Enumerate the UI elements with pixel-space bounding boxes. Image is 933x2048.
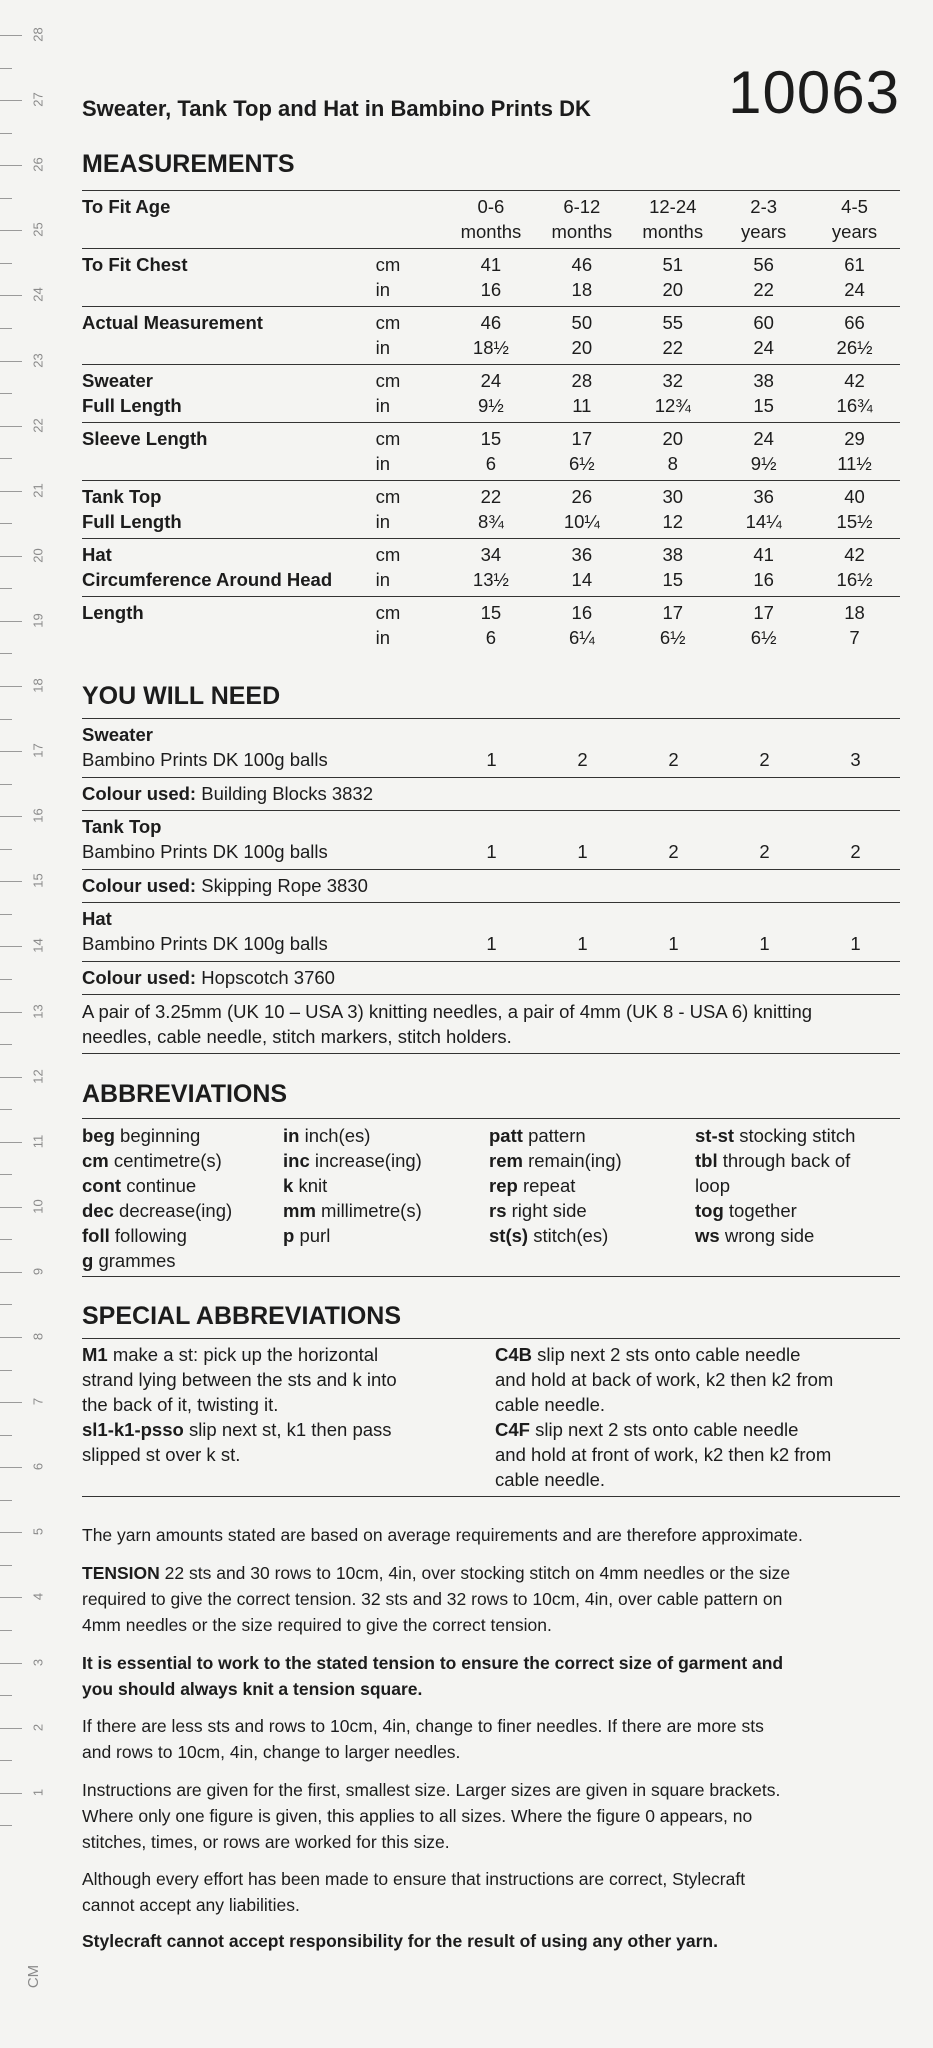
ruler-label: 9 bbox=[30, 1267, 46, 1276]
ruler-major-tick bbox=[0, 1012, 22, 1013]
ruler-unit: CM bbox=[25, 1964, 43, 1989]
ruler-major-tick bbox=[0, 1663, 22, 1664]
ruler-minor-tick bbox=[0, 653, 12, 654]
ruler-major-tick bbox=[0, 1793, 22, 1794]
ruler-label: 7 bbox=[30, 1397, 46, 1406]
ruler-major-tick bbox=[0, 230, 22, 231]
ruler-label: 28 bbox=[30, 27, 46, 42]
ruler-minor-tick bbox=[0, 393, 12, 394]
measurement-row bbox=[82, 249, 900, 307]
abbr-item: in inch(es) bbox=[283, 1125, 371, 1146]
size-value: 51 20 bbox=[627, 249, 718, 307]
ruler-label: 5 bbox=[30, 1528, 46, 1536]
tension-note: TENSION 22 sts and 30 rows to 10cm, 4in, over stocking stitch on 4mm needles or the size required to give the correct tension. 32 sts and 32 rows to 10cm, 4in, over cable pattern on 4mm needles or the size required to give the correct tension. bbox=[82, 1563, 791, 1635]
ruler-label: 13 bbox=[30, 1003, 46, 1019]
abbr-column bbox=[283, 1123, 422, 1248]
ruler-label: 27 bbox=[30, 92, 46, 107]
abbreviations-heading: ABBREVIATIONS bbox=[82, 1080, 288, 1108]
special-abbr-line: C4F slip next 2 sts onto cable needle bbox=[495, 1419, 799, 1440]
abbr-item: rep repeat bbox=[489, 1175, 576, 1196]
ruler-label: 25 bbox=[30, 222, 46, 238]
ruler-label: 4 bbox=[30, 1593, 46, 1601]
ruler-label: 24 bbox=[30, 287, 46, 303]
ruler-major-tick bbox=[0, 1597, 22, 1598]
special-abbr-right bbox=[495, 1342, 833, 1492]
ruler-label: 26 bbox=[30, 157, 46, 172]
abbr-item: tbl through back of bbox=[695, 1150, 851, 1171]
pattern-title: Sweater, Tank Top and Hat in Bambino Prints DK bbox=[82, 96, 591, 121]
ruler-major-tick bbox=[0, 491, 22, 492]
ruler-major-tick bbox=[0, 1337, 22, 1338]
size-value: 20 8 bbox=[627, 423, 718, 481]
abbr-column bbox=[82, 1123, 232, 1273]
ruler-major-tick bbox=[0, 1272, 22, 1273]
row-label: To Fit Chest bbox=[82, 249, 376, 307]
ruler-major-tick bbox=[0, 1077, 22, 1078]
size-value: 66 26½ bbox=[809, 307, 900, 365]
abbr-item: mm millimetre(s) bbox=[283, 1200, 422, 1221]
ruler-label: 20 bbox=[30, 548, 46, 563]
unit-label: cm in bbox=[376, 481, 446, 539]
ruler-major-tick bbox=[0, 361, 22, 362]
ruler-major-tick bbox=[0, 1402, 22, 1403]
ruler-minor-tick bbox=[0, 523, 12, 524]
abbr-item: st(s) stitch(es) bbox=[489, 1225, 609, 1246]
ruler-major-tick bbox=[0, 946, 22, 947]
ruler-label: 8 bbox=[30, 1332, 46, 1341]
abbr-item: beg beginning bbox=[82, 1125, 201, 1146]
size-header: 2-3 years bbox=[718, 191, 809, 249]
abbr-item: cm centimetre(s) bbox=[82, 1150, 222, 1171]
tank-top-colour: Colour used: Skipping Rope 3830 bbox=[82, 875, 368, 896]
ruler-minor-tick bbox=[0, 1760, 12, 1761]
unit-label: cm in bbox=[376, 539, 446, 597]
size-value: 29 11½ bbox=[809, 423, 900, 481]
ruler-major-tick bbox=[0, 1207, 22, 1208]
size-value: 15 6 bbox=[445, 423, 536, 481]
ruler-minor-tick bbox=[0, 914, 12, 915]
size-value: 24 9½ bbox=[445, 365, 536, 423]
row-label: Length bbox=[82, 597, 376, 655]
special-abbr-line: strand lying between the sts and k into bbox=[82, 1369, 397, 1390]
ruler-major-tick bbox=[0, 751, 22, 752]
ruler-major-tick bbox=[0, 621, 22, 622]
abbr-item: dec decrease(ing) bbox=[82, 1200, 233, 1221]
abbr-item: ws wrong side bbox=[695, 1225, 815, 1246]
size-value: 41 16 bbox=[718, 539, 809, 597]
ruler-minor-tick bbox=[0, 1044, 12, 1045]
special-abbr-line: and hold at front of work, k2 then k2 from bbox=[495, 1444, 832, 1465]
unit-label: cm in bbox=[376, 365, 446, 423]
special-abbr-line: cable needle. bbox=[495, 1469, 606, 1490]
size-value: 40 15½ bbox=[809, 481, 900, 539]
measurement-row bbox=[82, 597, 900, 655]
abbr-item: st-st stocking stitch bbox=[695, 1125, 856, 1146]
ruler-minor-tick bbox=[0, 979, 12, 980]
ruler-label: 3 bbox=[30, 1658, 46, 1666]
size-header: 0-6 months bbox=[445, 191, 536, 249]
size-header: 6-12 months bbox=[536, 191, 627, 249]
ruler-label: 19 bbox=[30, 613, 46, 628]
special-abbr-line: slipped st over k st. bbox=[82, 1444, 241, 1465]
measurement-row bbox=[82, 307, 900, 365]
ruler-label: 12 bbox=[30, 1068, 46, 1084]
abbr-column bbox=[489, 1123, 622, 1248]
abbr-item: tog together bbox=[695, 1200, 797, 1221]
size-value: 61 24 bbox=[809, 249, 900, 307]
you-will-need-heading: YOU WILL NEED bbox=[82, 682, 281, 710]
ruler-major-tick bbox=[0, 100, 22, 101]
abbr-item: k knit bbox=[283, 1175, 328, 1196]
size-value: 60 24 bbox=[718, 307, 809, 365]
special-abbr-left bbox=[82, 1342, 397, 1467]
abbr-item: rs right side bbox=[489, 1200, 587, 1221]
row-label: Tank Top Full Length bbox=[82, 481, 376, 539]
ruler-label: 15 bbox=[30, 873, 46, 889]
ruler-minor-tick bbox=[0, 1174, 12, 1175]
size-value: 55 22 bbox=[627, 307, 718, 365]
size-value: 18 7 bbox=[809, 597, 900, 655]
size-header: 12-24 months bbox=[627, 191, 718, 249]
size-value: 30 12 bbox=[627, 481, 718, 539]
measurement-row bbox=[82, 539, 900, 597]
sweater-yarn: Sweater Bambino Prints DK 100g balls 1 2 2 2 3 bbox=[82, 724, 861, 770]
row-label: Actual Measurement bbox=[82, 307, 376, 365]
ruler-minor-tick bbox=[0, 1239, 12, 1240]
ruler-major-tick bbox=[0, 1142, 22, 1143]
size-header: 4-5 years bbox=[809, 191, 900, 249]
row-label: Sweater Full Length bbox=[82, 365, 376, 423]
ruler-label: 14 bbox=[30, 938, 46, 954]
unit-label: cm in bbox=[376, 307, 446, 365]
ruler-minor-tick bbox=[0, 588, 12, 589]
abbr-item: inc increase(ing) bbox=[283, 1150, 422, 1171]
size-value: 26 10¼ bbox=[536, 481, 627, 539]
ruler-major-tick bbox=[0, 816, 22, 817]
ruler-major-tick bbox=[0, 686, 22, 687]
measurements-heading: MEASUREMENTS bbox=[82, 150, 295, 178]
abbr-item: patt pattern bbox=[489, 1125, 586, 1146]
ruler-minor-tick bbox=[0, 784, 12, 785]
instructions-note: Instructions are given for the first, smallest size. Larger sizes are given in square brackets. Where only one figure is given, this applies to all sizes. Where the figure 0 appears, no stitches, times, or rows are worked for this size. bbox=[82, 1780, 781, 1852]
special-abbr-line: C4B slip next 2 sts onto cable needle bbox=[495, 1344, 801, 1365]
needle-change-note: If there are less sts and rows to 10cm, 4in, change to finer needles. If there are more sts and rows to 10cm, 4in, change to larger needles. bbox=[82, 1716, 764, 1762]
ruler-major-tick bbox=[0, 1728, 22, 1729]
special-abbr-line: cable needle. bbox=[495, 1394, 606, 1415]
size-value: 17 6½ bbox=[627, 597, 718, 655]
unit-label: cm in bbox=[376, 597, 446, 655]
abbr-item: g grammes bbox=[82, 1250, 176, 1271]
size-value: 56 22 bbox=[718, 249, 809, 307]
ruler-label: 18 bbox=[30, 678, 46, 693]
ruler-label: 23 bbox=[30, 352, 46, 368]
size-value: 46 18½ bbox=[445, 307, 536, 365]
ruler-minor-tick bbox=[0, 719, 12, 720]
size-value: 41 16 bbox=[445, 249, 536, 307]
size-value: 50 20 bbox=[536, 307, 627, 365]
needles-text: A pair of 3.25mm (UK 10 – USA 3) knitting needles, a pair of 4mm (UK 8 - USA 6) knitting needles, cable needle, stitch markers, stitch holders. bbox=[82, 1001, 813, 1047]
special-abbr-line: and hold at back of work, k2 then k2 from bbox=[495, 1369, 834, 1390]
ruler-label: 10 bbox=[30, 1199, 46, 1214]
ruler-major-tick bbox=[0, 35, 22, 36]
ruler-label: 16 bbox=[30, 808, 46, 823]
other-yarn-note: Stylecraft cannot accept responsibility for the result of using any other yarn. bbox=[82, 1931, 718, 1951]
age-row bbox=[82, 191, 900, 249]
ruler-major-tick bbox=[0, 426, 22, 427]
ruler-minor-tick bbox=[0, 1109, 12, 1110]
size-value: 38 15 bbox=[627, 539, 718, 597]
ruler-label: 21 bbox=[30, 482, 46, 498]
size-value: 15 6 bbox=[445, 597, 536, 655]
liability-note: Although every effort has been made to ensure that instructions are correct, Stylecraft cannot accept any liabilities. bbox=[82, 1869, 746, 1915]
yarn-amounts-note: The yarn amounts stated are based on average requirements and are therefore approximate. bbox=[82, 1525, 803, 1545]
ruler-label: 11 bbox=[30, 1134, 46, 1148]
ruler-minor-tick bbox=[0, 1500, 12, 1501]
abbr-item: foll following bbox=[82, 1225, 187, 1246]
size-value: 17 6½ bbox=[718, 597, 809, 655]
ruler-minor-tick bbox=[0, 328, 12, 329]
tank-top-yarn: Tank Top Bambino Prints DK 100g balls 1 1 2 2 2 bbox=[82, 816, 861, 862]
special-abbr-line: sl1-k1-psso slip next st, k1 then pass bbox=[82, 1419, 392, 1440]
abbr-item: cont continue bbox=[82, 1175, 197, 1196]
essential-note: It is essential to work to the stated tension to ensure the correct size of garment and you should always knit a tension square. bbox=[82, 1653, 784, 1699]
measurement-row bbox=[82, 365, 900, 423]
row-label: To Fit Age bbox=[82, 191, 376, 249]
ruler-minor-tick bbox=[0, 1304, 12, 1305]
ruler-label: 2 bbox=[30, 1723, 46, 1731]
size-value: 28 11 bbox=[536, 365, 627, 423]
measurement-row bbox=[82, 423, 900, 481]
abbr-column bbox=[695, 1123, 855, 1248]
hat-colour: Colour used: Hopscotch 3760 bbox=[82, 967, 335, 988]
row-label: Sleeve Length bbox=[82, 423, 376, 481]
unit-label: cm in bbox=[376, 249, 446, 307]
ruler-major-tick bbox=[0, 295, 22, 296]
size-value: 22 8¾ bbox=[445, 481, 536, 539]
ruler-minor-tick bbox=[0, 263, 12, 264]
ruler-minor-tick bbox=[0, 1825, 12, 1826]
measurements-table bbox=[82, 190, 900, 654]
ruler-major-tick bbox=[0, 1532, 22, 1533]
special-abbr-line: the back of it, twisting it. bbox=[82, 1394, 279, 1415]
unit-label: cm in bbox=[376, 423, 446, 481]
abbr-item: loop bbox=[695, 1175, 730, 1196]
size-value: 42 16½ bbox=[809, 539, 900, 597]
size-value: 42 16¾ bbox=[809, 365, 900, 423]
special-abbr-line: M1 make a st: pick up the horizontal bbox=[82, 1344, 379, 1365]
size-value: 17 6½ bbox=[536, 423, 627, 481]
cm-ruler bbox=[0, 0, 60, 2048]
abbr-item: p purl bbox=[283, 1225, 331, 1246]
ruler-major-tick bbox=[0, 556, 22, 557]
ruler-minor-tick bbox=[0, 1565, 12, 1566]
ruler-minor-tick bbox=[0, 1695, 12, 1696]
ruler-label: 22 bbox=[30, 417, 46, 433]
ruler-minor-tick bbox=[0, 458, 12, 459]
ruler-minor-tick bbox=[0, 133, 12, 134]
size-value: 36 14¼ bbox=[718, 481, 809, 539]
ruler-major-tick bbox=[0, 1467, 22, 1468]
measurement-row bbox=[82, 481, 900, 539]
ruler-minor-tick bbox=[0, 198, 12, 199]
ruler-major-tick bbox=[0, 165, 22, 166]
ruler-minor-tick bbox=[0, 68, 12, 69]
ruler-minor-tick bbox=[0, 1435, 12, 1436]
ruler-major-tick bbox=[0, 881, 22, 882]
pattern-number: 10063 bbox=[728, 59, 900, 126]
size-value: 46 18 bbox=[536, 249, 627, 307]
abbr-item: rem remain(ing) bbox=[489, 1150, 622, 1171]
ruler-label: 6 bbox=[30, 1463, 46, 1471]
ruler-label: 17 bbox=[30, 743, 46, 758]
size-value: 36 14 bbox=[536, 539, 627, 597]
size-value: 16 6¼ bbox=[536, 597, 627, 655]
hat-yarn: Hat Bambino Prints DK 100g balls 1 1 1 1 1 bbox=[82, 908, 861, 954]
row-label: Hat Circumference Around Head bbox=[82, 539, 376, 597]
sweater-colour: Colour used: Building Blocks 3832 bbox=[82, 783, 373, 804]
ruler-minor-tick bbox=[0, 849, 12, 850]
special-abbreviations-heading: SPECIAL ABBREVIATIONS bbox=[82, 1302, 402, 1330]
size-value: 32 12¾ bbox=[627, 365, 718, 423]
ruler-label: 1 bbox=[30, 1788, 46, 1796]
size-value: 34 13½ bbox=[445, 539, 536, 597]
size-value: 38 15 bbox=[718, 365, 809, 423]
size-value: 24 9½ bbox=[718, 423, 809, 481]
ruler-minor-tick bbox=[0, 1630, 12, 1631]
ruler-minor-tick bbox=[0, 1370, 12, 1371]
